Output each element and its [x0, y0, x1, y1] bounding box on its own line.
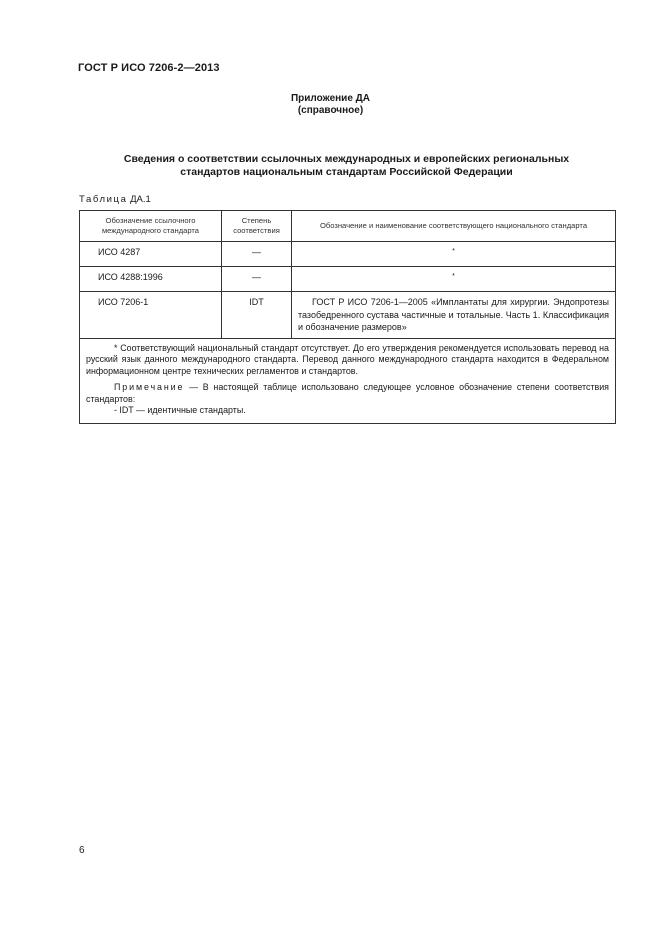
note-list-item: - IDT — идентичные стандарты.	[114, 405, 246, 415]
table-row	[80, 292, 616, 339]
header-national-standard: Обозначение и наименование соответствующего национального стандарта	[292, 211, 616, 242]
note-text: — В настоящей таблице использовано следующее условное обозначение степени соответствия стандартов:	[86, 382, 609, 404]
note-label: Примечание	[114, 382, 185, 392]
cell-degree: —	[222, 267, 292, 292]
annex-subtitle: (справочное)	[297, 105, 364, 116]
cell-reference: ИСО 4287	[80, 242, 222, 267]
table-row	[80, 267, 616, 292]
section-heading-line2: стандартов национальным стандартам Российской Федерации	[180, 166, 513, 178]
table-notes-cell	[80, 338, 616, 423]
header-reference-standard: Обозначение ссылочного международного стандарта	[80, 211, 222, 242]
annex-title: Приложение ДА	[290, 93, 371, 104]
page-number: 6	[79, 845, 85, 856]
cell-degree: IDT	[222, 292, 292, 339]
standards-table	[79, 210, 616, 424]
section-heading	[78, 153, 615, 179]
table-caption	[79, 194, 151, 205]
annex-block	[0, 93, 661, 117]
table-caption-word: Таблица	[79, 194, 128, 205]
table-notes-row	[80, 338, 616, 423]
table-row	[80, 242, 616, 267]
table-header-row	[80, 211, 616, 242]
cell-national: *	[292, 267, 616, 292]
header-degree-of-correspondence: Степень соответствия	[222, 211, 292, 242]
cell-reference: ИСО 7206-1	[80, 292, 222, 339]
cell-national: ГОСТ Р ИСО 7206-1—2005 «Имплантаты для хирургии. Эндопротезы тазобедренного сустава частичные и тотальные. Часть 1. Классификация и обозначение размеров»	[292, 292, 616, 339]
document-code: ГОСТ Р ИСО 7206-2—2013	[78, 62, 220, 74]
cell-reference: ИСО 4288:1996	[80, 267, 222, 292]
footnote-text: * Соответствующий национальный стандарт отсутствует. До его утверждения рекомендуется использовать перевод на русский язык данного международного стандарта. Перевод данного международного стандарта находится в Федеральном информационном центре технических регламентов и стандартов.	[86, 342, 609, 376]
section-heading-line1: Сведения о соответствии ссылочных международных и европейских региональных	[123, 153, 570, 165]
note-paragraph	[86, 382, 609, 405]
cell-degree: —	[222, 242, 292, 267]
cell-national: *	[292, 242, 616, 267]
table-caption-number: ДА.1	[130, 194, 151, 205]
